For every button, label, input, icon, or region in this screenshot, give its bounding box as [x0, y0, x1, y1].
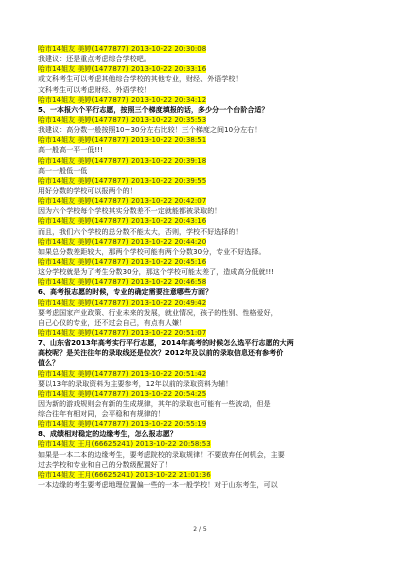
sender-timestamp: 哈市14姐友 美婷(1477877) 2013-10-22 20:51:42 — [38, 369, 207, 378]
line-text: 要以13年的录取资料为主要参考，12年以前的录取资料为辅！ — [38, 379, 233, 388]
message-header — [38, 257, 376, 267]
question-heading — [38, 358, 376, 368]
message-text — [38, 247, 376, 257]
message-header — [38, 135, 376, 145]
line-text: 高一般高一平一低!!! — [38, 146, 103, 155]
sender-timestamp: 哈市14姐友 美婷(1477877) 2013-10-22 20:46:58 — [38, 278, 207, 287]
sender-timestamp: 哈市14姐友 美婷(1477877) 2013-10-22 20:39:55 — [38, 176, 207, 185]
message-text — [38, 85, 376, 95]
line-text: 自己心仪的专业，还不过会自己，有点有人嫌！ — [38, 318, 187, 327]
line-text: 过去学校和专业和自己的分数级配置好了！ — [38, 460, 172, 469]
question-heading — [38, 429, 376, 439]
sender-timestamp: 哈市14姐友 美婷(1477877) 2013-10-22 20:38:51 — [38, 136, 207, 145]
sender-timestamp: 哈市14姐友 美婷(1477877) 2013-10-22 20:44:20 — [38, 237, 207, 246]
message-text — [38, 308, 376, 318]
message-header — [38, 44, 376, 54]
message-header — [38, 439, 376, 449]
message-header — [38, 470, 376, 480]
question-heading — [38, 287, 376, 297]
message-text — [38, 409, 376, 419]
message-text — [38, 166, 376, 176]
line-text: 因为新的游戏规则会有新的生成规律，其年的录取也可能有一些波动，但是 — [38, 399, 271, 408]
line-text: 文科考生可以考虑财经、外语学校！ — [38, 85, 151, 94]
line-text: 要考虑国家产业政策、行业未来的发展，就业情况，孩子的性别、性格爱好， — [38, 308, 278, 317]
message-header — [38, 328, 376, 338]
message-header — [38, 216, 376, 226]
line-text: 如果是一本二本的边缘考生，要考虑院校的录取规律！不要放弃任何机会，主要 — [38, 450, 285, 459]
line-text: 我建议：高分数一般按照10~30分左右比较！三个梯度之间10分左右！ — [38, 126, 262, 135]
message-text — [38, 54, 376, 64]
message-text — [38, 267, 376, 277]
message-text — [38, 145, 376, 155]
message-header — [38, 176, 376, 186]
message-text — [38, 206, 376, 216]
message-header — [38, 95, 376, 105]
line-text: 7、山东省2013年高考实行平行志愿，2014年高考的时候怎么选平行志愿的大两 — [38, 339, 294, 348]
sender-timestamp: 哈市14姐友 王月(66625241) 2013-10-22 21:01:36 — [38, 470, 211, 479]
sender-timestamp: 哈市14姐友 美婷(1477877) 2013-10-22 20:39:18 — [38, 156, 207, 165]
message-text — [38, 379, 376, 389]
sender-timestamp: 哈市14姐友 美婷(1477877) 2013-10-22 20:45:16 — [38, 257, 207, 266]
sender-timestamp: 哈市14姐友 美婷(1477877) 2013-10-22 20:34:12 — [38, 95, 207, 104]
message-header — [38, 196, 376, 206]
sender-timestamp: 哈市14姐友 美婷(1477877) 2013-10-22 20:49:42 — [38, 298, 207, 307]
line-text: 高一一般低一低 — [38, 166, 88, 175]
message-header — [38, 389, 376, 399]
line-text: 我建议：还是重点考虑综合学校吧。 — [38, 55, 151, 64]
message-header — [38, 298, 376, 308]
line-text: 5、一本报六个平行志愿，按照三个梯度填报的话，多少分一个台阶合适？ — [38, 105, 269, 114]
line-text: 6、高考报志愿的时候，专业的确定需要注意哪些方面？ — [38, 288, 213, 297]
line-text: 一本边缘的考生要考虑地理位置偏一些的一本一般学校！对于山东考生，可以 — [38, 481, 278, 490]
question-heading — [38, 338, 376, 348]
sender-timestamp: 哈市14姐友 美婷(1477877) 2013-10-22 20:30:08 — [38, 45, 207, 53]
message-text — [38, 186, 376, 196]
message-text — [38, 480, 376, 490]
sender-timestamp: 哈市14姐友 美婷(1477877) 2013-10-22 20:55:19 — [38, 420, 207, 429]
line-text: 高校呢？是关注往年的录取线还是位次？2012年及以前的录取信息还有参考价 — [38, 349, 284, 358]
line-text: 或文科考生可以考虑其他综合学校的其他专业，财经、外语学校！ — [38, 75, 243, 84]
question-heading — [38, 348, 376, 358]
message-header — [38, 277, 376, 287]
chat-log-page — [38, 44, 376, 490]
sender-timestamp: 哈市14姐友 美婷(1477877) 2013-10-22 20:51:07 — [38, 328, 207, 337]
message-text — [38, 227, 376, 237]
line-text: 如果总分数差距较大，那两个学校可能有两个分数30分，专业不好选择。 — [38, 247, 266, 256]
line-text: 8、成绩相对稳定的边缘考生，怎么报志愿？ — [38, 430, 177, 439]
message-text — [38, 450, 376, 460]
sender-timestamp: 哈市14姐友 美婷(1477877) 2013-10-22 20:43:16 — [38, 217, 207, 226]
message-header — [38, 237, 376, 247]
message-header — [38, 115, 376, 125]
message-header — [38, 156, 376, 166]
message-header — [38, 419, 376, 429]
message-text — [38, 318, 376, 328]
page-indicator: 2 / 5 — [193, 526, 207, 533]
message-text — [38, 125, 376, 135]
line-text: 用好分数的学校可以报两个的！ — [38, 186, 137, 195]
line-text: 这分学校就是为了考生分数30分，那这个学校可能太差了，造成高分低就!!! — [38, 268, 275, 277]
sender-timestamp: 哈市14姐友 美婷(1477877) 2013-10-22 20:54:25 — [38, 389, 207, 398]
sender-timestamp: 哈市14姐友 王月(66625241) 2013-10-22 20:58:53 — [38, 440, 211, 449]
line-text: 而且，我们六个学校的总分数不能太大，否则，学校不好选择的！ — [38, 227, 243, 236]
message-text — [38, 74, 376, 84]
message-header — [38, 369, 376, 379]
line-text: 综合往年有相对同，会平稳和有规律的！ — [38, 410, 165, 419]
line-text: 值么？ — [38, 359, 60, 368]
message-text — [38, 399, 376, 409]
sender-timestamp: 哈市14姐友 美婷(1477877) 2013-10-22 20:42:07 — [38, 197, 207, 206]
line-text: 因为六个学校每个学校其实分数差不一定就能都被录取的！ — [38, 207, 222, 216]
sender-timestamp: 哈市14姐友 美婷(1477877) 2013-10-22 20:35:53 — [38, 115, 207, 124]
message-text — [38, 460, 376, 470]
question-heading — [38, 105, 376, 115]
sender-timestamp: 哈市14姐友 美婷(1477877) 2013-10-22 20:33:16 — [38, 65, 207, 74]
message-header — [38, 64, 376, 74]
